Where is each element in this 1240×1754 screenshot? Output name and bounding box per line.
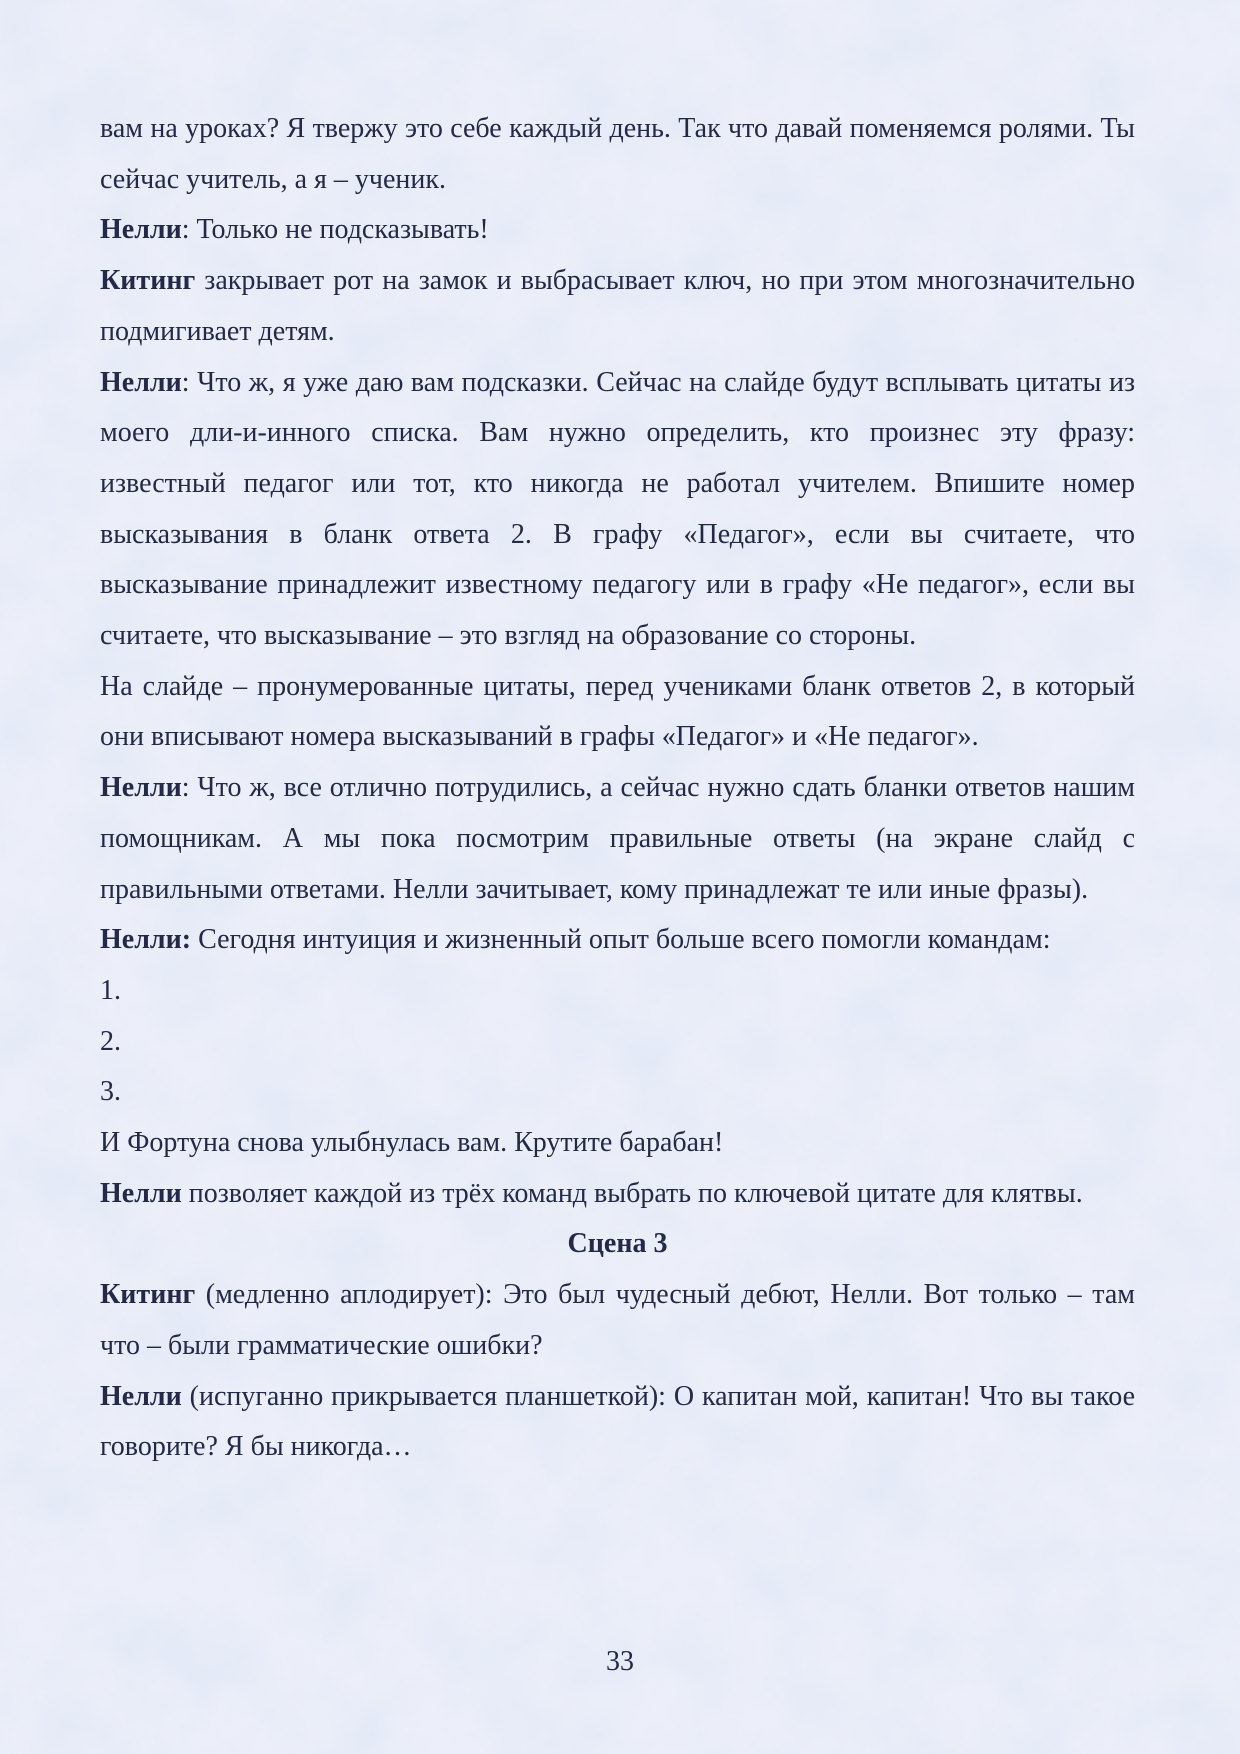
text-run: 1. bbox=[100, 974, 121, 1006]
paragraph bbox=[100, 763, 1135, 915]
text-run: 2. bbox=[100, 1025, 121, 1057]
paragraph bbox=[100, 1270, 1135, 1371]
paragraph bbox=[100, 1169, 1135, 1220]
text-run: : Только не подсказывать! bbox=[181, 214, 489, 246]
paragraph bbox=[100, 1067, 1135, 1118]
text-run: 3. bbox=[100, 1076, 121, 1108]
paragraph bbox=[100, 966, 1135, 1017]
speaker-name: Нелли bbox=[100, 214, 182, 246]
paragraph bbox=[100, 662, 1135, 763]
text-run: Сегодня интуиция и жизненный опыт больше всего помогли командам: bbox=[191, 924, 1051, 956]
speaker-name: Нелли bbox=[100, 1380, 182, 1412]
paragraph bbox=[100, 104, 1135, 205]
paragraph bbox=[100, 358, 1135, 662]
paragraph bbox=[100, 256, 1135, 357]
paragraph bbox=[100, 1017, 1135, 1068]
text-run: : Что ж, я уже даю вам подсказки. Сейчас на слайде будут всплывать цитаты из моего дли-и-инного списка. Вам нужно определить, кто произнес эту фразу: известный педагог или тот, кто никогда не работал учителем. Впишите номер высказывания в бланк ответа 2. В графу «Педагог», если вы считаете, что высказывание принадлежит известному педагогу или в графу «Не педагог», если вы считаете, что высказывание – это взгляд на образование со стороны. bbox=[100, 366, 1135, 652]
speaker-name: Нелли bbox=[100, 366, 182, 398]
text-run: : Что ж, все отлично потрудились, а сейчас нужно сдать бланки ответов нашим помощникам. А мы пока посмотрим правильные ответы (на экране слайд с правильными ответами. Нелли зачитывает, кому принадлежат те или иные фразы). bbox=[100, 772, 1135, 905]
scene-heading bbox=[100, 1219, 1135, 1270]
paragraph bbox=[100, 1118, 1135, 1169]
page-number: 33 bbox=[606, 1646, 634, 1677]
speaker-name: Китинг bbox=[100, 1279, 196, 1311]
speaker-name: Сцена 3 bbox=[567, 1228, 668, 1260]
paragraph bbox=[100, 915, 1135, 966]
paragraph bbox=[100, 205, 1135, 256]
text-run: позволяет каждой из трёх команд выбрать по ключевой цитате для клятвы. bbox=[181, 1177, 1083, 1209]
speaker-name: Китинг bbox=[100, 265, 196, 297]
speaker-name: Нелли bbox=[100, 1177, 182, 1209]
text-run: И Фортуна снова улыбнулась вам. Крутите барабан! bbox=[100, 1127, 724, 1159]
speaker-name: Нелли bbox=[100, 772, 182, 804]
speaker-name: Нелли: bbox=[100, 924, 192, 956]
text-run: закрывает рот на замок и выбрасывает ключ, но при этом многозначительно подмигивает детям. bbox=[100, 265, 1135, 347]
paragraph bbox=[100, 1372, 1135, 1473]
text-run: На слайде – пронумерованные цитаты, перед учениками бланк ответов 2, в который они вписывают номера высказываний в графы «Педагог» и «Не педагог». bbox=[100, 670, 1135, 753]
text-run: (медленно аплодирует): Это был чудесный дебют, Нелли. Вот только – там что – были грамматические ошибки? bbox=[100, 1279, 1135, 1361]
text-run: вам на уроках? Я твержу это себе каждый день. Так что давай поменяемся ролями. Ты сейчас учитель, а я – ученик. bbox=[100, 113, 1135, 195]
text-run: (испуганно прикрывается планшеткой): О капитан мой, капитан! Что вы такое говорите? Я бы никогда… bbox=[100, 1380, 1135, 1463]
